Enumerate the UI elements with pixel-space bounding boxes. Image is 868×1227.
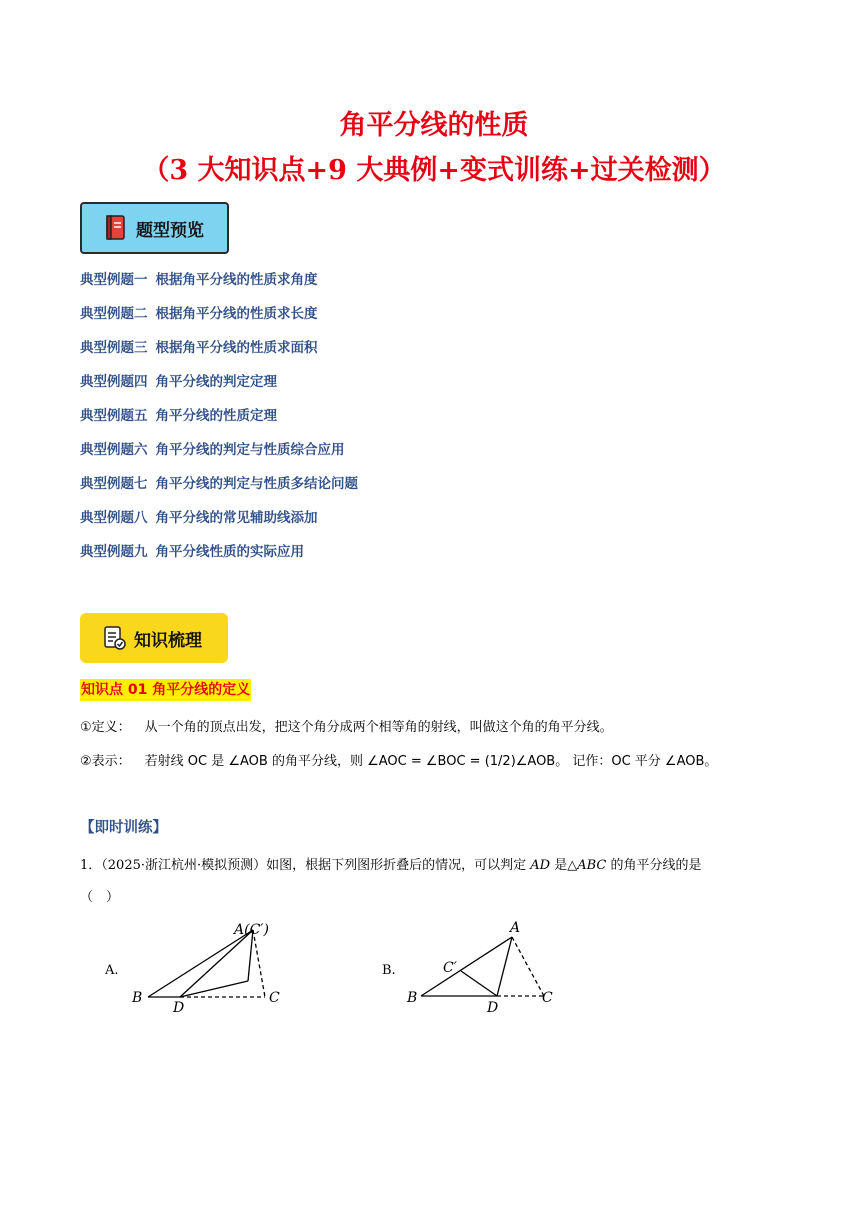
definition-line: [80, 716, 613, 735]
figure-b-label-c-prime: C′: [443, 960, 457, 976]
example-code: 典型例题六: [80, 442, 148, 458]
example-item[interactable]: [80, 538, 358, 572]
figure-a-label-c: C: [269, 990, 280, 1006]
example-topic: 根据角平分线的性质求长度: [155, 306, 318, 322]
page-subtitle: （3 大知识点+9 大典例+变式训练+过关检测）: [142, 155, 726, 186]
example-item[interactable]: [80, 300, 358, 334]
figure-b-label-d: D: [487, 1000, 499, 1016]
notation-line: [80, 750, 717, 769]
figure-a-label-d: D: [173, 1000, 185, 1016]
example-item[interactable]: [80, 266, 358, 300]
knowledge-point-heading: 知识点 01 角平分线的定义: [80, 679, 251, 701]
question-source: （2025·浙江杭州·模拟预测）: [101, 858, 267, 873]
figure-b-label-b: B: [407, 990, 418, 1006]
example-code: 典型例题三: [80, 340, 148, 356]
example-code: 典型例题五: [80, 408, 148, 424]
drill-heading: 【即时训练】: [80, 820, 167, 836]
notation-text: 若射线 OC 是 ∠AOB 的角平分线，则 ∠AOC = ∠BOC = (1/2)∠AOB。 记作：OC 平分 ∠AOB。: [144, 754, 718, 769]
page-title: 角平分线的性质: [339, 110, 529, 141]
question-1: [80, 850, 800, 914]
question-text: 如图，根据下列图形折叠后的情况，可以判定: [266, 858, 531, 873]
example-item[interactable]: [80, 334, 358, 368]
figure-option-a[interactable]: [100, 912, 300, 1026]
section-badge-knowledge: [80, 613, 228, 663]
example-topic: 根据角平分线的性质求角度: [155, 272, 318, 288]
figure-b-label-apex: A: [510, 920, 521, 936]
question-text-after: 的角平分线的是: [606, 858, 702, 873]
section-badge-knowledge-label: 知识梳理: [134, 630, 202, 651]
question-var-ad: AD: [530, 858, 551, 873]
example-topic: 角平分线的判定定理: [155, 374, 277, 390]
question-var-triangle: △ABC: [567, 858, 607, 873]
section-badge-preview: [80, 202, 229, 254]
question-text-mid: 是: [550, 858, 568, 873]
figure-b-option-label: B.: [382, 963, 396, 978]
figure-option-b[interactable]: [377, 912, 577, 1026]
figure-a-label-apex: A(C′): [234, 922, 269, 938]
example-code: 典型例题二: [80, 306, 148, 322]
example-topic: 角平分线的判定与性质综合应用: [155, 442, 345, 458]
definition-label: ①定义：: [80, 720, 131, 735]
figure-a-option-label: A.: [105, 963, 119, 978]
example-item[interactable]: [80, 436, 358, 470]
example-topic: 角平分线性质的实际应用: [155, 544, 304, 560]
book-icon: [104, 214, 128, 242]
notation-label: ②表示：: [80, 754, 131, 769]
checklist-icon: [102, 624, 126, 652]
question-number: 1．: [80, 858, 102, 873]
example-list: [80, 266, 358, 572]
example-topic: 角平分线的常见辅助线添加: [155, 510, 318, 526]
answer-blank: （ ）: [80, 890, 120, 905]
example-item[interactable]: [80, 504, 358, 538]
example-topic: 根据角平分线的性质求面积: [155, 340, 318, 356]
figure-a-label-b: B: [132, 990, 143, 1006]
example-item[interactable]: [80, 402, 358, 436]
example-code: 典型例题七: [80, 476, 148, 492]
example-topic: 角平分线的判定与性质多结论问题: [155, 476, 358, 492]
example-code: 典型例题一: [80, 272, 148, 288]
example-item[interactable]: [80, 368, 358, 402]
example-code: 典型例题四: [80, 374, 148, 390]
example-code: 典型例题九: [80, 544, 148, 560]
definition-text: 从一个角的顶点出发，把这个角分成两个相等角的射线，叫做这个角的角平分线。: [144, 720, 613, 735]
example-code: 典型例题八: [80, 510, 148, 526]
example-item[interactable]: [80, 470, 358, 504]
section-badge-preview-label: 题型预览: [136, 220, 204, 241]
figure-b-label-c: C: [542, 990, 553, 1006]
example-topic: 角平分线的性质定理: [155, 408, 277, 424]
